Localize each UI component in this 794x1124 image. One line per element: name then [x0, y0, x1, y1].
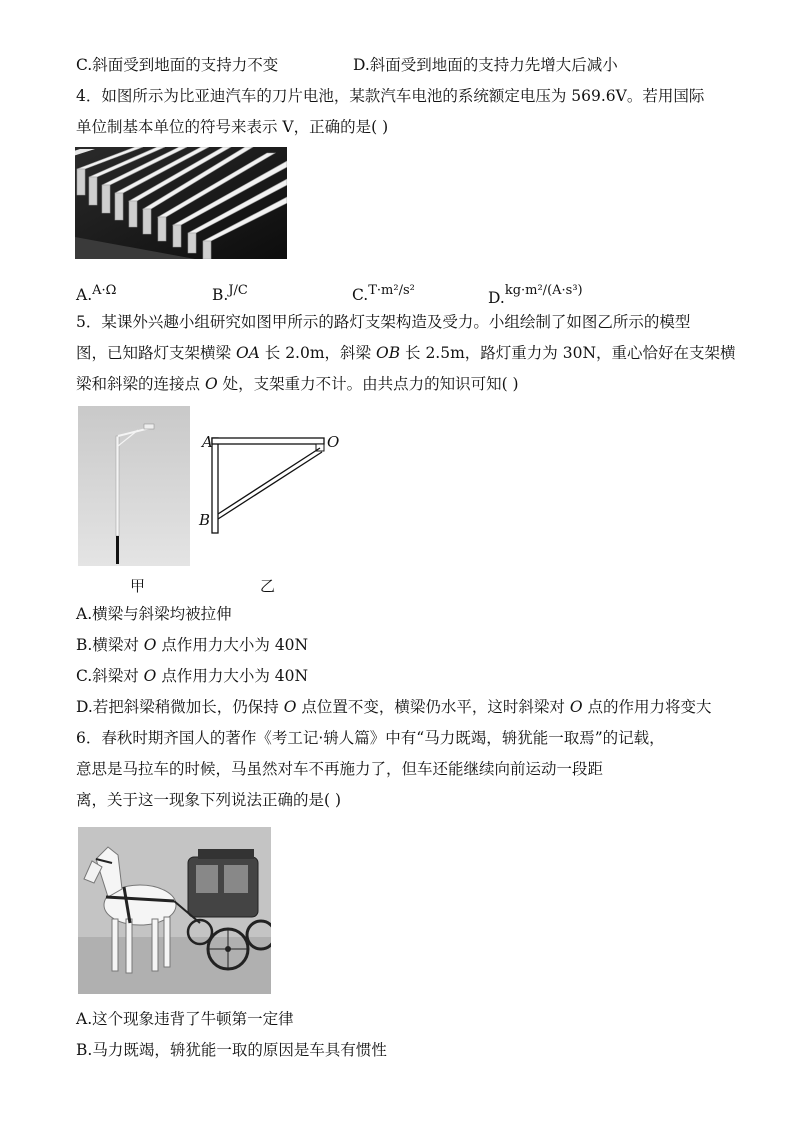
- q6-stem-line2: 意思是马拉车的时候，马虽然对车不再施力了，但车还能继续向前运动一段距: [76, 760, 604, 778]
- q4-option-b: [212, 281, 248, 305]
- q5-option-b: [76, 635, 308, 655]
- diagram-label-o: O: [327, 433, 340, 451]
- q5-option-text: D.若把斜梁稍微加长，仍保持: [76, 698, 284, 716]
- q5-option-text: 点的作用力将变大: [582, 698, 712, 716]
- q5-stem-line1: 5．某课外兴趣小组研究如图甲所示的路灯支架构造及受力。小组绘制了如图乙所示的模型: [76, 313, 691, 331]
- blade-battery-photo: [75, 147, 287, 259]
- q5-oa-symbol: OA: [235, 344, 260, 362]
- diagram-label-a: A: [202, 433, 213, 451]
- q4-stem-line1: 4．如图所示为比亚迪汽车的刀片电池，某款汽车电池的系统额定电压为 569.6V。若用国际: [76, 87, 705, 105]
- q4-option-a: [76, 281, 116, 305]
- q5-option-text: C.斜梁对: [76, 667, 144, 685]
- q5-stem-text: 长 2.5m，路灯重力为 30N，重心恰好在支架横: [400, 344, 736, 362]
- q5-stem-line2: [76, 343, 736, 363]
- q4-stem-line2: 单位制基本单位的符号来表示 V，正确的是( ): [76, 118, 389, 136]
- q5-stem-text: 图，已知路灯支架横梁: [76, 344, 236, 362]
- q5-option-a: A.横梁与斜梁均被拉伸: [76, 605, 232, 623]
- q4-option-a-letter: A.: [76, 286, 93, 304]
- q5-stem-text: 处，支架重力不计。由共点力的知识可知( ): [217, 375, 519, 393]
- q5-option-d: [76, 697, 711, 717]
- q4-option-c-letter: C.: [352, 286, 369, 304]
- q5-option-text: 点位置不变，横梁仍水平，这时斜梁对: [296, 698, 570, 716]
- q6-option-a: A.这个现象违背了牛顿第一定律: [76, 1010, 294, 1028]
- q5-option-c: [76, 666, 308, 686]
- q5-option-text: 点作用力大小为 40N: [156, 636, 309, 654]
- q6-option-b: B.马力既竭，辀犹能一取的原因是车具有惯性: [76, 1041, 387, 1059]
- q6-stem-line3: 离，关于这一现象下列说法正确的是( ): [76, 791, 342, 809]
- q3-option-d: D.斜面受到地面的支持力先增大后减小: [353, 56, 618, 74]
- diagram-label-b: B: [199, 511, 211, 529]
- q4-option-b-letter: B.: [212, 286, 229, 304]
- streetlight-photo: [78, 406, 190, 566]
- q5-ob-symbol: OB: [375, 344, 401, 362]
- q4-option-c-formula: T·m²/s²: [368, 283, 415, 298]
- q6-stem-line1: 6．春秋时期齐国人的著作《考工记·辀人篇》中有“马力既竭，辀犹能一取焉”的记载，: [76, 729, 665, 747]
- q4-option-b-formula: J/C: [228, 283, 248, 298]
- q5-o-symbol: O: [143, 636, 157, 654]
- q5-o-symbol: O: [204, 375, 218, 393]
- q4-option-d-letter: D.: [488, 289, 505, 307]
- caption-yi: 乙: [260, 577, 276, 595]
- q4-option-d-formula: kg·m²/(A·s³): [504, 283, 583, 298]
- q5-o-symbol: O: [569, 698, 583, 716]
- caption-jia: 甲: [130, 577, 146, 595]
- q5-option-text: B.横梁对: [76, 636, 144, 654]
- q5-stem-text: 长 2.0m，斜梁: [259, 344, 376, 362]
- q4-option-d: [488, 281, 583, 308]
- q5-stem-text: 梁和斜梁的连接点: [76, 375, 205, 393]
- q5-o-symbol: O: [283, 698, 297, 716]
- horse-carriage-photo: [78, 827, 271, 994]
- q5-stem-line3: [76, 374, 519, 394]
- bracket-model-diagram: [198, 430, 348, 540]
- q3-option-c: C.斜面受到地面的支持力不变: [76, 56, 279, 74]
- q4-option-a-formula: A·Ω: [92, 283, 117, 298]
- q4-option-c: [352, 281, 415, 305]
- q5-option-text: 点作用力大小为 40N: [156, 667, 309, 685]
- q5-o-symbol: O: [143, 667, 157, 685]
